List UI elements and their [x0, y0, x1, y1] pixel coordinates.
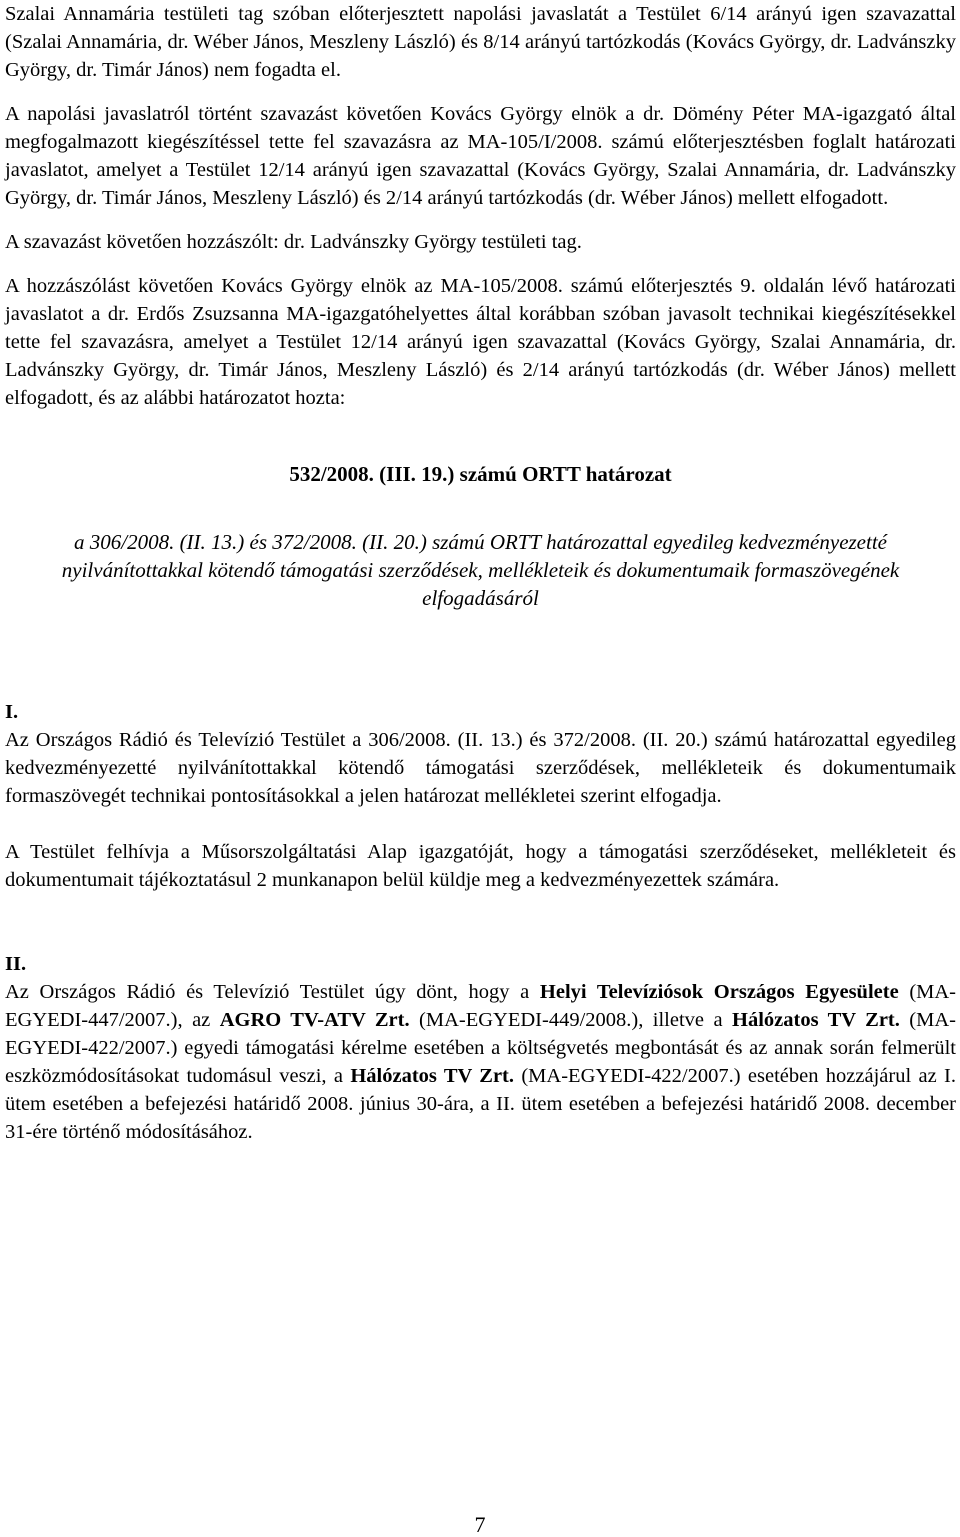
section-2-org-3: Hálózatos TV Zrt.	[732, 1009, 900, 1031]
section-2-text-1: Az Országos Rádió és Televízió Testület úgy dönt, hogy a	[5, 981, 540, 1003]
section-2-text-2: (MA-EGYEDI-447/2007.), az	[5, 981, 956, 1031]
paragraph-vote-on-proposal: A napolási javaslatról történt szavazást követően Kovács György elnök a dr. Dömény Péter MA-igazgató által megfogalmazott kiegészítéssel tette fel szavazásra az MA-105/I/2008. számú előterjesztésben foglalt határozati javaslatot, amelyet a Testület 12/14 arányú igen szavazattal (Kovács György, Szalai Annamária, dr. Ladvánszky György, dr. Timár János, Meszleny László) és 2/14 arányú tartózkodás (dr. Wéber János) mellett elfogadott.	[5, 103, 956, 209]
paragraph-final-vote: A hozzászólást követően Kovács György elnök az MA-105/2008. számú előterjesztés 9. oldalán lévő határozati javaslatot a dr. Erdős Zsuzsanna MA-igazgatóhelyettes által korábban szóban javasolt technikai kiegészítésekkel tette fel szavazásra, amelyet a Testület 12/14 arányú igen szavazattal (Kovács György, Szalai Annamária, dr. Ladvánszky György, dr. Timár János, Meszleny László) és 2/14 arányú tartózkodás (dr. Wéber János) mellett elfogadott, és az alábbi határozatot hozta:	[5, 275, 956, 409]
section-1-heading: I.	[5, 701, 19, 723]
section-2-paragraph	[5, 978, 956, 1146]
decision-subtitle: a 306/2008. (II. 13.) és 372/2008. (II. 20.) számú ORTT határozattal egyedileg kedvezményezetté nyilvánítottakkal kötendő támogatási szerződések, mellékleteik és dokumentumaik formaszövegének elfogadásáról	[61, 530, 900, 610]
paragraph-postponement-vote: Szalai Annamária testületi tag szóban előterjesztett napolási javaslatát a Testület 6/14 arányú igen szavazattal (Szalai Annamária, dr. Wéber János, Meszleny László) és 8/14 arányú tartózkodás (Kovács György, dr. Ladvánszky György, dr. Timár János) nem fogadta el.	[5, 3, 956, 81]
section-2-org-4: Hálózatos TV Zrt.	[350, 1065, 515, 1087]
section-1-paragraph-1: Az Országos Rádió és Televízió Testület a 306/2008. (II. 13.) és 372/2008. (II. 20.) számú határozattal egyedileg kedvezményezetté nyilvánítottakkal kötendő támogatási szerződések, mellékleteik és dokumentumaik formaszövegét technikai pontosításokkal a jelen határozat mellékletei szerint elfogadja.	[5, 729, 956, 807]
section-2-text-5: (MA-EGYEDI-422/2007.) esetében hozzájárul az I. ütem esetében a befejezési határidő 2008. június 30-ára, a II. ütem esetében a befejezési határidő 2008. december 31-ére történő módosításához.	[5, 1065, 956, 1143]
paragraph-comment: A szavazást követően hozzászólt: dr. Ladvánszky György testületi tag.	[5, 231, 582, 253]
decision-title: 532/2008. (III. 19.) számú ORTT határozat	[289, 462, 672, 486]
document-page	[5, 0, 956, 1146]
section-1-paragraph-2: A Testület felhívja a Műsorszolgáltatási Alap igazgatóját, hogy a támogatási szerződéseket, mellékleteit és dokumentumait tájékoztatásul 2 munkanapon belül küldje meg a kedvezményezettek számára.	[5, 841, 956, 891]
section-2-org-1: Helyi Televíziósok Országos Egyesülete	[539, 981, 899, 1003]
section-2-heading: II.	[5, 953, 27, 975]
page-number: 7	[474, 1512, 486, 1537]
section-2-org-2: AGRO TV-ATV Zrt.	[219, 1009, 410, 1031]
section-2-text-3: (MA-EGYEDI-449/2008.), illetve a	[409, 1009, 732, 1031]
section-2-text-4: (MA-EGYEDI-422/2007.) egyedi támogatási kérelme esetében a költségvetés megbontását és az annak során felmerült eszközmódosításokat tudomásul veszi, a	[5, 1009, 956, 1087]
